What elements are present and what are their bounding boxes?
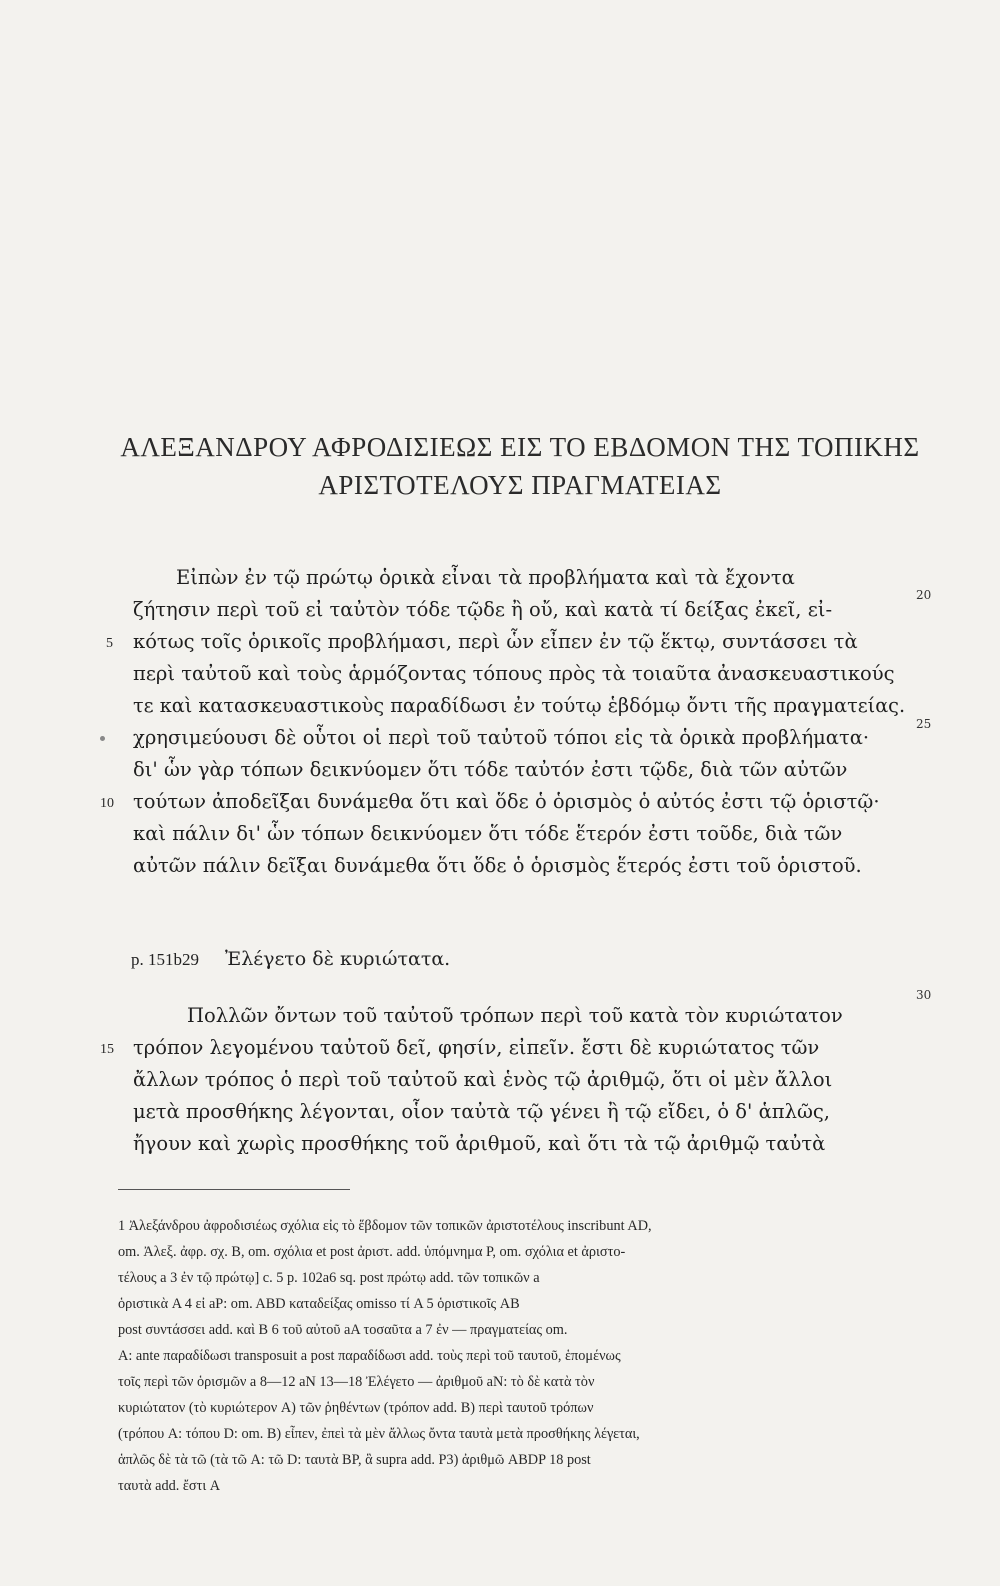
bleed-through-texture <box>100 50 920 80</box>
text-line: τούτων ἀποδεῖξαι δυνάμεθα ὅτι καὶ ὅδε ὁ ὁρισμὸς ὁ αὐτός ἐστι τῷ ὁριστῷ· <box>133 790 880 813</box>
footnote-line: τέλους a 3 ἐν τῷ πρώτῳ] c. 5 p. 102a6 sq. post πρώτῳ add. τῶν τοπικῶν a <box>118 1270 540 1286</box>
text-line: τε καὶ κατασκευαστικοὺς παραδίδωσι ἐν τούτῳ ἑβδόμῳ ὄντι τῆς πραγματείας. <box>133 694 906 717</box>
footnote-line: ἁπλῶς δὲ τὰ τῶ (τὰ τῶ A: τῶ D: ταυτὰ BP, ἃ supra add. P3) ἀριθμῶ ABDP 18 post <box>118 1452 591 1468</box>
text-line: κότως τοῖς ὁρικοῖς προβλήμασι, περὶ ὧν εἶπεν ἐν τῷ ἕκτῳ, συντάσσει τὰ <box>133 630 858 653</box>
footnote-line: om. Ἀλεξ. ἀφρ. σχ. B, om. σχόλια et post ἀριστ. add. ὑπόμνημα P, om. σχόλια et ἀριστο- <box>118 1244 626 1260</box>
footnote-line: ταυτὰ add. ἔστι A <box>118 1478 221 1494</box>
margin-number: 20 <box>916 588 932 602</box>
footnote-line: post συντάσσει add. καὶ B 6 τοῦ αὐτοῦ aA τοσαῦτα a 7 ἐν — πραγματείας om. <box>118 1322 568 1338</box>
text-line: αὐτῶν πάλιν δεῖξαι δυνάμεθα ὅτι ὅδε ὁ ὁρισμὸς ἕτερός ἐστι τοῦ ὁριστοῦ. <box>133 854 862 877</box>
text-line: ζήτησιν περὶ τοῦ εἰ ταὐτὸν τόδε τῷδε ἢ οὔ, καὶ κατὰ τί δείξας ἐκεῖ, εἰ- <box>133 598 833 621</box>
title-line-1: ΑΛΕΞΑΝΔΡΟΥ ΑΦΡΟΔΙΣΙΕΩΣ ΕΙΣ ΤΟ ΕΒΔΟΜΟΝ ΤΗΣ ΤΟΠΙΚΗΣ <box>120 432 920 462</box>
text-line: Πολλῶν ὄντων τοῦ ταὐτοῦ τρόπων περὶ τοῦ κατὰ τὸν κυριώτατον <box>187 1004 843 1027</box>
footnote-line: κυριώτατον (τὸ κυριώτερον A) τῶν ῥηθέντων (τρόπον add. B) περὶ ταυτοῦ τρόπων <box>118 1400 594 1416</box>
footnote-rule <box>118 1189 350 1190</box>
title-line-2: ΑΡΙΣΤΟΤΕΛΟΥΣ ΠΡΑΓΜΑΤΕΙΑΣ <box>318 470 722 500</box>
text-line: μετὰ προσθήκης λέγονται, οἷον ταὐτὰ τῷ γένει ἢ τῷ εἴδει, ὁ δ' ἁπλῶς, <box>133 1100 830 1123</box>
footnote-line: ὁριστικὰ A 4 εἰ aP: om. ABD καταδείξας omisso τί A 5 ὁριστικοῖς AB <box>118 1296 520 1312</box>
margin-number: 30 <box>916 988 932 1002</box>
text-line: δι' ὧν γὰρ τόπων δεικνύομεν ὅτι τόδε ταὐτόν ἐστι τῷδε, διὰ τῶν αὐτῶν <box>133 758 848 781</box>
line-number: 5 <box>106 636 113 651</box>
footnote-line: τοῖς περὶ τῶν ὁρισμῶν a 8—12 aN 13—18 Ἐλέγετο — ἀριθμοῦ aN: τὸ δὲ κατὰ τὸν <box>118 1374 595 1390</box>
footnote-line: A: ante παραδίδωσι transposuit a post παραδίδωσι add. τοὺς περὶ τοῦ ταυτοῦ, ἑπομένως <box>118 1348 621 1364</box>
margin-mark <box>100 736 105 741</box>
text-line: τρόπον λεγομένου ταὐτοῦ δεῖ, φησίν, εἰπεῖν. ἔστι δὲ κυριώτατος τῶν <box>133 1036 820 1059</box>
text-line: ἄλλων τρόπος ὁ περὶ τοῦ ταὐτοῦ καὶ ἑνὸς τῷ ἀριθμῷ, ὅτι οἱ μὲν ἄλλοι <box>133 1068 833 1091</box>
text-line: ἤγουν καὶ χωρὶς προσθήκης τοῦ ἀριθμοῦ, καὶ ὅτι τὰ τῷ ἀριθμῷ ταὐτὰ <box>133 1132 826 1155</box>
lemma-text: Ἐλέγετο δὲ κυριώτατα. <box>225 948 451 970</box>
margin-number: 25 <box>916 717 932 731</box>
footnote-line: (τρόπου A: τόπου D: om. B) εἶπεν, ἐπεὶ τὰ μὲν ἄλλως ὄντα ταυτὰ μετὰ προσθήκης λέγεται, <box>118 1426 640 1442</box>
line-number: 10 <box>100 796 114 811</box>
text-line: χρησιμεύουσι δὲ οὗτοι οἱ περὶ τοῦ ταὐτοῦ τόποι εἰς τὰ ὁρικὰ προβλήματα· <box>133 726 870 749</box>
text-line: καὶ πάλιν δι' ὧν τόπων δεικνύομεν ὅτι τόδε ἕτερόν ἐστι τοῦδε, διὰ τῶν <box>133 822 843 845</box>
line-number: 15 <box>100 1042 114 1057</box>
text-line: περὶ ταὐτοῦ καὶ τοὺς ἁρμόζοντας τόπους πρὸς τὰ τοιαῦτα ἀνασκευαστικούς <box>133 662 895 685</box>
text-line: Εἰπὼν ἐν τῷ πρώτῳ ὁρικὰ εἶναι τὰ προβλήματα καὶ τὰ ἔχοντα <box>176 566 795 589</box>
lemma-reference: p. 151b29 <box>131 950 199 969</box>
lemma-line <box>131 948 450 970</box>
footnote-line: 1 Ἀλεξάνδρου ἀφροδισιέως σχόλια εἰς τὸ ἕβδομον τῶν τοπικῶν ἀριστοτέλους inscribunt AD, <box>118 1218 652 1234</box>
